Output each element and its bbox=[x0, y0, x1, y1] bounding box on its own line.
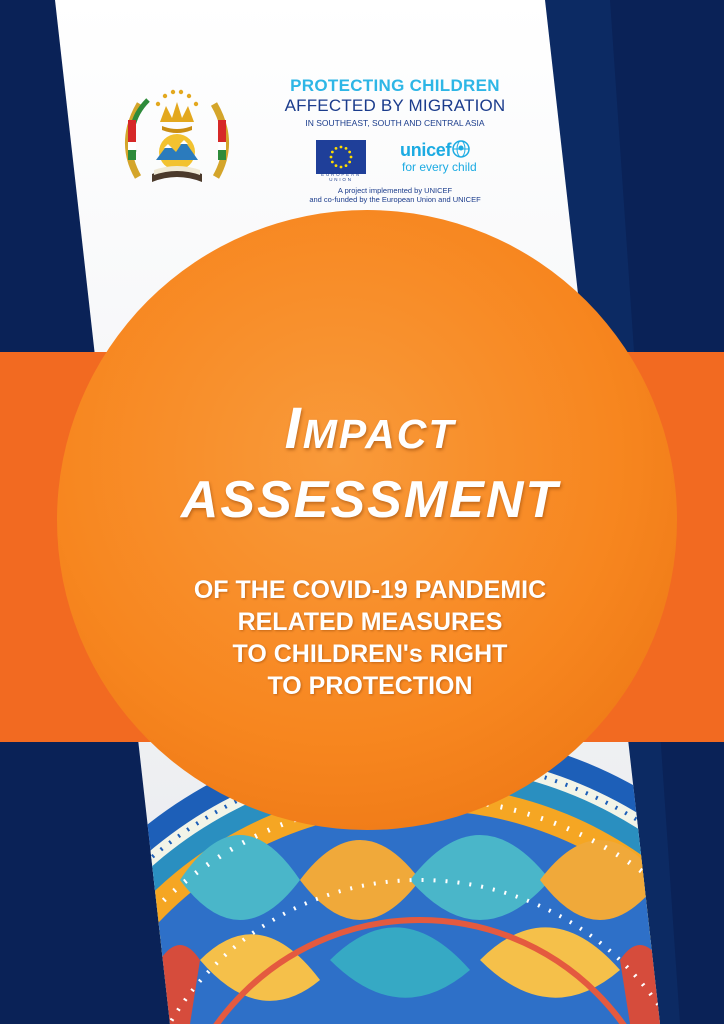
eu-star bbox=[335, 147, 338, 150]
eu-star bbox=[331, 161, 334, 164]
unicef-tagline: for every child bbox=[402, 160, 477, 174]
report-subtitle-line4: TO PROTECTION bbox=[267, 672, 473, 700]
report-title-line1: Impact bbox=[284, 396, 456, 461]
unicef-globe-icon bbox=[452, 140, 470, 158]
eu-star bbox=[345, 164, 348, 167]
report-subtitle-line1: OF THE COVID-19 PANDEMIC bbox=[193, 576, 547, 604]
eu-star bbox=[331, 151, 334, 154]
project-region-subtitle: IN SOUTHEAST, SOUTH AND CENTRAL ASIA bbox=[305, 118, 485, 128]
tajikistan-coat-of-arms-icon bbox=[118, 82, 236, 194]
eu-caption: EUROPEAN UNION bbox=[321, 172, 361, 182]
eu-star bbox=[335, 164, 338, 167]
eu-star bbox=[340, 146, 343, 149]
implemented-by-line1: A project implemented by UNICEF bbox=[337, 186, 453, 195]
project-title-line2: AFFECTED BY MIGRATION bbox=[284, 96, 506, 115]
project-title-line1: PROTECTING CHILDREN bbox=[290, 76, 500, 95]
report-subtitle-line2: RELATED MEASURES bbox=[237, 608, 503, 636]
report-title-line2: ASSESSMENT bbox=[180, 471, 560, 529]
eu-star bbox=[348, 161, 351, 164]
eu-star bbox=[340, 166, 343, 169]
eu-flag-icon bbox=[316, 140, 366, 174]
eu-star bbox=[330, 156, 333, 159]
eu-star bbox=[348, 151, 351, 154]
report-subtitle-line3: TO CHILDREN's RIGHT bbox=[232, 640, 508, 668]
eu-star bbox=[345, 147, 348, 150]
implemented-by-line2: and co-funded by the European Union and UNICEF bbox=[309, 195, 481, 204]
unicef-wordmark: unicef bbox=[400, 140, 452, 160]
eu-star bbox=[350, 156, 353, 159]
